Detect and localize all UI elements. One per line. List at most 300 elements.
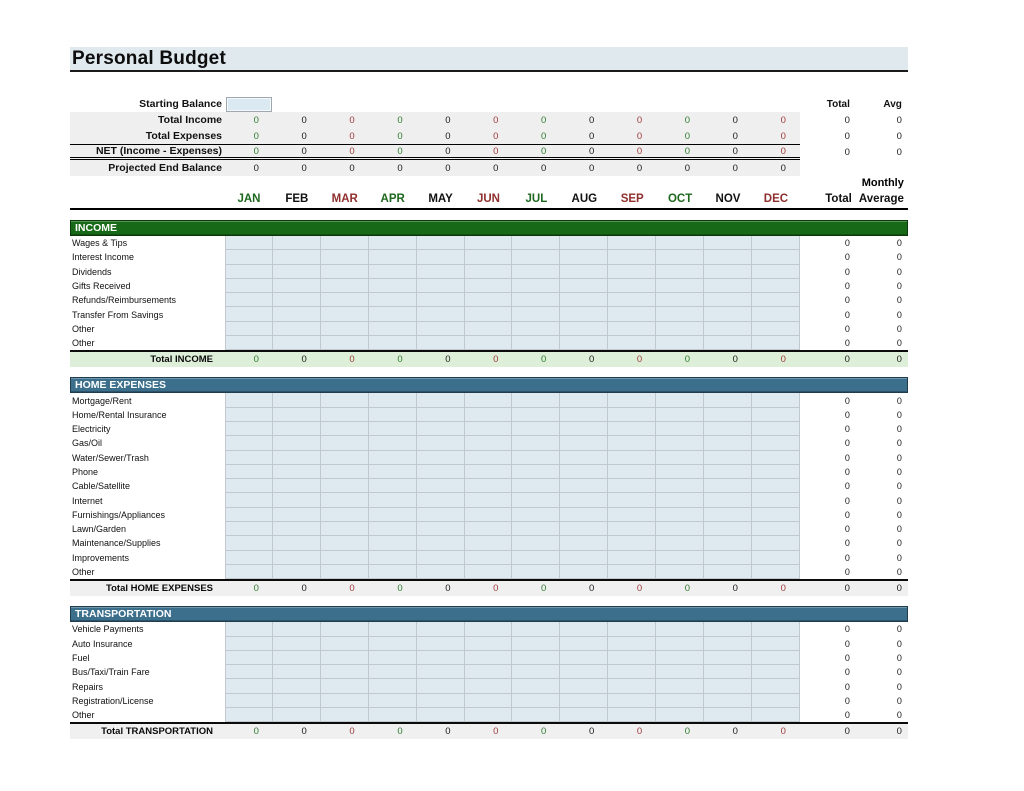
data-cell[interactable] bbox=[656, 307, 704, 321]
data-cell[interactable] bbox=[273, 665, 321, 679]
data-cell[interactable] bbox=[560, 708, 608, 722]
data-cell[interactable] bbox=[752, 265, 800, 279]
data-cell[interactable] bbox=[369, 436, 417, 450]
data-cell[interactable] bbox=[225, 465, 273, 479]
data-cell[interactable] bbox=[656, 393, 704, 407]
data-cell[interactable] bbox=[273, 307, 321, 321]
data-cell[interactable] bbox=[560, 622, 608, 636]
data-cell[interactable] bbox=[417, 250, 465, 264]
data-cell[interactable] bbox=[560, 679, 608, 693]
data-cell[interactable] bbox=[608, 293, 656, 307]
data-cell[interactable] bbox=[704, 536, 752, 550]
data-cell[interactable] bbox=[369, 679, 417, 693]
data-cell[interactable] bbox=[369, 508, 417, 522]
data-cell[interactable] bbox=[656, 336, 704, 350]
data-cell[interactable] bbox=[656, 293, 704, 307]
data-cell[interactable] bbox=[608, 508, 656, 522]
data-cell[interactable] bbox=[704, 408, 752, 422]
data-cell[interactable] bbox=[656, 665, 704, 679]
data-cell[interactable] bbox=[704, 265, 752, 279]
data-cell[interactable] bbox=[417, 708, 465, 722]
data-cell[interactable] bbox=[465, 479, 513, 493]
data-cell[interactable] bbox=[704, 250, 752, 264]
data-cell[interactable] bbox=[321, 422, 369, 436]
data-cell[interactable] bbox=[225, 536, 273, 550]
data-cell[interactable] bbox=[417, 493, 465, 507]
data-cell[interactable] bbox=[321, 479, 369, 493]
data-cell[interactable] bbox=[656, 451, 704, 465]
data-cell[interactable] bbox=[752, 637, 800, 651]
data-cell[interactable] bbox=[273, 250, 321, 264]
data-cell[interactable] bbox=[704, 422, 752, 436]
data-cell[interactable] bbox=[608, 250, 656, 264]
data-cell[interactable] bbox=[752, 479, 800, 493]
data-cell[interactable] bbox=[512, 250, 560, 264]
data-cell[interactable] bbox=[560, 393, 608, 407]
data-cell[interactable] bbox=[417, 436, 465, 450]
data-cell[interactable] bbox=[608, 536, 656, 550]
data-cell[interactable] bbox=[512, 307, 560, 321]
data-cell[interactable] bbox=[369, 522, 417, 536]
data-cell[interactable] bbox=[465, 536, 513, 550]
data-cell[interactable] bbox=[656, 694, 704, 708]
data-cell[interactable] bbox=[704, 307, 752, 321]
data-cell[interactable] bbox=[321, 665, 369, 679]
data-cell[interactable] bbox=[560, 408, 608, 422]
data-cell[interactable] bbox=[321, 679, 369, 693]
data-cell[interactable] bbox=[560, 522, 608, 536]
data-cell[interactable] bbox=[704, 508, 752, 522]
data-cell[interactable] bbox=[225, 679, 273, 693]
data-cell[interactable] bbox=[225, 336, 273, 350]
data-cell[interactable] bbox=[656, 565, 704, 579]
data-cell[interactable] bbox=[752, 493, 800, 507]
data-cell[interactable] bbox=[656, 479, 704, 493]
data-cell[interactable] bbox=[608, 408, 656, 422]
data-cell[interactable] bbox=[369, 451, 417, 465]
data-cell[interactable] bbox=[417, 637, 465, 651]
data-cell[interactable] bbox=[273, 694, 321, 708]
data-cell[interactable] bbox=[417, 265, 465, 279]
data-cell[interactable] bbox=[465, 265, 513, 279]
data-cell[interactable] bbox=[656, 279, 704, 293]
data-cell[interactable] bbox=[465, 293, 513, 307]
data-cell[interactable] bbox=[560, 493, 608, 507]
data-cell[interactable] bbox=[273, 465, 321, 479]
data-cell[interactable] bbox=[369, 307, 417, 321]
data-cell[interactable] bbox=[369, 536, 417, 550]
data-cell[interactable] bbox=[321, 508, 369, 522]
data-cell[interactable] bbox=[225, 651, 273, 665]
data-cell[interactable] bbox=[417, 408, 465, 422]
data-cell[interactable] bbox=[752, 250, 800, 264]
data-cell[interactable] bbox=[608, 265, 656, 279]
data-cell[interactable] bbox=[704, 236, 752, 250]
data-cell[interactable] bbox=[752, 322, 800, 336]
data-cell[interactable] bbox=[560, 236, 608, 250]
data-cell[interactable] bbox=[512, 465, 560, 479]
data-cell[interactable] bbox=[656, 508, 704, 522]
data-cell[interactable] bbox=[369, 422, 417, 436]
data-cell[interactable] bbox=[704, 651, 752, 665]
data-cell[interactable] bbox=[273, 408, 321, 422]
data-cell[interactable] bbox=[752, 536, 800, 550]
data-cell[interactable] bbox=[465, 279, 513, 293]
data-cell[interactable] bbox=[417, 307, 465, 321]
data-cell[interactable] bbox=[608, 422, 656, 436]
data-cell[interactable] bbox=[560, 279, 608, 293]
data-cell[interactable] bbox=[417, 551, 465, 565]
data-cell[interactable] bbox=[704, 293, 752, 307]
data-cell[interactable] bbox=[656, 522, 704, 536]
data-cell[interactable] bbox=[417, 522, 465, 536]
data-cell[interactable] bbox=[512, 422, 560, 436]
data-cell[interactable] bbox=[704, 465, 752, 479]
data-cell[interactable] bbox=[465, 436, 513, 450]
data-cell[interactable] bbox=[704, 665, 752, 679]
data-cell[interactable] bbox=[560, 479, 608, 493]
data-cell[interactable] bbox=[704, 322, 752, 336]
data-cell[interactable] bbox=[225, 250, 273, 264]
data-cell[interactable] bbox=[369, 322, 417, 336]
data-cell[interactable] bbox=[656, 236, 704, 250]
data-cell[interactable] bbox=[608, 465, 656, 479]
data-cell[interactable] bbox=[273, 322, 321, 336]
data-cell[interactable] bbox=[752, 665, 800, 679]
data-cell[interactable] bbox=[752, 651, 800, 665]
data-cell[interactable] bbox=[225, 479, 273, 493]
data-cell[interactable] bbox=[656, 422, 704, 436]
data-cell[interactable] bbox=[321, 236, 369, 250]
data-cell[interactable] bbox=[225, 307, 273, 321]
data-cell[interactable] bbox=[704, 336, 752, 350]
data-cell[interactable] bbox=[512, 508, 560, 522]
data-cell[interactable] bbox=[465, 694, 513, 708]
data-cell[interactable] bbox=[465, 393, 513, 407]
data-cell[interactable] bbox=[321, 336, 369, 350]
data-cell[interactable] bbox=[321, 651, 369, 665]
data-cell[interactable] bbox=[608, 651, 656, 665]
data-cell[interactable] bbox=[608, 522, 656, 536]
data-cell[interactable] bbox=[704, 522, 752, 536]
data-cell[interactable] bbox=[273, 479, 321, 493]
data-cell[interactable] bbox=[417, 479, 465, 493]
data-cell[interactable] bbox=[225, 665, 273, 679]
data-cell[interactable] bbox=[512, 651, 560, 665]
data-cell[interactable] bbox=[560, 694, 608, 708]
data-cell[interactable] bbox=[656, 708, 704, 722]
data-cell[interactable] bbox=[465, 679, 513, 693]
data-cell[interactable] bbox=[704, 694, 752, 708]
data-cell[interactable] bbox=[704, 479, 752, 493]
data-cell[interactable] bbox=[225, 279, 273, 293]
data-cell[interactable] bbox=[656, 536, 704, 550]
data-cell[interactable] bbox=[752, 293, 800, 307]
data-cell[interactable] bbox=[225, 393, 273, 407]
data-cell[interactable] bbox=[321, 465, 369, 479]
data-cell[interactable] bbox=[417, 236, 465, 250]
data-cell[interactable] bbox=[752, 708, 800, 722]
data-cell[interactable] bbox=[417, 293, 465, 307]
data-cell[interactable] bbox=[225, 565, 273, 579]
data-cell[interactable] bbox=[560, 422, 608, 436]
data-cell[interactable] bbox=[512, 665, 560, 679]
data-cell[interactable] bbox=[369, 622, 417, 636]
data-cell[interactable] bbox=[560, 651, 608, 665]
starting-balance-input[interactable] bbox=[226, 97, 272, 112]
data-cell[interactable] bbox=[417, 465, 465, 479]
data-cell[interactable] bbox=[321, 622, 369, 636]
data-cell[interactable] bbox=[608, 493, 656, 507]
data-cell[interactable] bbox=[560, 293, 608, 307]
data-cell[interactable] bbox=[417, 422, 465, 436]
data-cell[interactable] bbox=[369, 408, 417, 422]
data-cell[interactable] bbox=[656, 265, 704, 279]
data-cell[interactable] bbox=[321, 265, 369, 279]
data-cell[interactable] bbox=[417, 665, 465, 679]
data-cell[interactable] bbox=[560, 508, 608, 522]
data-cell[interactable] bbox=[369, 694, 417, 708]
data-cell[interactable] bbox=[369, 651, 417, 665]
data-cell[interactable] bbox=[465, 622, 513, 636]
data-cell[interactable] bbox=[752, 393, 800, 407]
data-cell[interactable] bbox=[273, 336, 321, 350]
data-cell[interactable] bbox=[465, 651, 513, 665]
data-cell[interactable] bbox=[752, 508, 800, 522]
data-cell[interactable] bbox=[512, 279, 560, 293]
data-cell[interactable] bbox=[704, 279, 752, 293]
data-cell[interactable] bbox=[321, 522, 369, 536]
data-cell[interactable] bbox=[656, 651, 704, 665]
data-cell[interactable] bbox=[273, 679, 321, 693]
data-cell[interactable] bbox=[369, 250, 417, 264]
data-cell[interactable] bbox=[465, 637, 513, 651]
data-cell[interactable] bbox=[752, 451, 800, 465]
data-cell[interactable] bbox=[369, 479, 417, 493]
data-cell[interactable] bbox=[512, 522, 560, 536]
data-cell[interactable] bbox=[273, 565, 321, 579]
data-cell[interactable] bbox=[273, 279, 321, 293]
data-cell[interactable] bbox=[225, 451, 273, 465]
data-cell[interactable] bbox=[560, 322, 608, 336]
data-cell[interactable] bbox=[608, 479, 656, 493]
data-cell[interactable] bbox=[321, 393, 369, 407]
data-cell[interactable] bbox=[321, 536, 369, 550]
data-cell[interactable] bbox=[465, 451, 513, 465]
data-cell[interactable] bbox=[417, 565, 465, 579]
data-cell[interactable] bbox=[465, 336, 513, 350]
data-cell[interactable] bbox=[512, 679, 560, 693]
data-cell[interactable] bbox=[608, 679, 656, 693]
data-cell[interactable] bbox=[512, 551, 560, 565]
data-cell[interactable] bbox=[369, 665, 417, 679]
data-cell[interactable] bbox=[465, 665, 513, 679]
data-cell[interactable] bbox=[608, 665, 656, 679]
data-cell[interactable] bbox=[512, 322, 560, 336]
data-cell[interactable] bbox=[417, 393, 465, 407]
data-cell[interactable] bbox=[465, 565, 513, 579]
data-cell[interactable] bbox=[369, 336, 417, 350]
data-cell[interactable] bbox=[560, 536, 608, 550]
data-cell[interactable] bbox=[321, 451, 369, 465]
data-cell[interactable] bbox=[273, 236, 321, 250]
data-cell[interactable] bbox=[752, 422, 800, 436]
data-cell[interactable] bbox=[752, 336, 800, 350]
data-cell[interactable] bbox=[560, 265, 608, 279]
data-cell[interactable] bbox=[608, 236, 656, 250]
data-cell[interactable] bbox=[608, 279, 656, 293]
data-cell[interactable] bbox=[417, 622, 465, 636]
data-cell[interactable] bbox=[273, 622, 321, 636]
data-cell[interactable] bbox=[608, 565, 656, 579]
data-cell[interactable] bbox=[752, 565, 800, 579]
data-cell[interactable] bbox=[273, 508, 321, 522]
data-cell[interactable] bbox=[608, 637, 656, 651]
data-cell[interactable] bbox=[704, 493, 752, 507]
data-cell[interactable] bbox=[321, 250, 369, 264]
data-cell[interactable] bbox=[321, 708, 369, 722]
data-cell[interactable] bbox=[465, 508, 513, 522]
data-cell[interactable] bbox=[465, 422, 513, 436]
data-cell[interactable] bbox=[752, 551, 800, 565]
data-cell[interactable] bbox=[512, 265, 560, 279]
data-cell[interactable] bbox=[465, 708, 513, 722]
data-cell[interactable] bbox=[417, 508, 465, 522]
data-cell[interactable] bbox=[465, 236, 513, 250]
data-cell[interactable] bbox=[321, 637, 369, 651]
data-cell[interactable] bbox=[608, 708, 656, 722]
data-cell[interactable] bbox=[608, 307, 656, 321]
data-cell[interactable] bbox=[560, 250, 608, 264]
data-cell[interactable] bbox=[560, 551, 608, 565]
data-cell[interactable] bbox=[656, 250, 704, 264]
data-cell[interactable] bbox=[512, 637, 560, 651]
data-cell[interactable] bbox=[752, 694, 800, 708]
data-cell[interactable] bbox=[225, 265, 273, 279]
data-cell[interactable] bbox=[656, 436, 704, 450]
data-cell[interactable] bbox=[273, 393, 321, 407]
data-cell[interactable] bbox=[417, 694, 465, 708]
data-cell[interactable] bbox=[321, 307, 369, 321]
data-cell[interactable] bbox=[704, 565, 752, 579]
data-cell[interactable] bbox=[369, 708, 417, 722]
data-cell[interactable] bbox=[369, 293, 417, 307]
data-cell[interactable] bbox=[560, 465, 608, 479]
data-cell[interactable] bbox=[273, 536, 321, 550]
data-cell[interactable] bbox=[417, 679, 465, 693]
data-cell[interactable] bbox=[273, 708, 321, 722]
data-cell[interactable] bbox=[752, 622, 800, 636]
data-cell[interactable] bbox=[512, 493, 560, 507]
data-cell[interactable] bbox=[225, 622, 273, 636]
data-cell[interactable] bbox=[512, 479, 560, 493]
data-cell[interactable] bbox=[465, 307, 513, 321]
data-cell[interactable] bbox=[225, 408, 273, 422]
data-cell[interactable] bbox=[369, 565, 417, 579]
data-cell[interactable] bbox=[273, 293, 321, 307]
data-cell[interactable] bbox=[752, 236, 800, 250]
data-cell[interactable] bbox=[656, 493, 704, 507]
data-cell[interactable] bbox=[512, 236, 560, 250]
data-cell[interactable] bbox=[560, 637, 608, 651]
data-cell[interactable] bbox=[417, 322, 465, 336]
data-cell[interactable] bbox=[225, 508, 273, 522]
data-cell[interactable] bbox=[608, 336, 656, 350]
data-cell[interactable] bbox=[656, 322, 704, 336]
data-cell[interactable] bbox=[225, 236, 273, 250]
data-cell[interactable] bbox=[465, 551, 513, 565]
data-cell[interactable] bbox=[656, 622, 704, 636]
data-cell[interactable] bbox=[752, 279, 800, 293]
data-cell[interactable] bbox=[273, 493, 321, 507]
data-cell[interactable] bbox=[417, 336, 465, 350]
data-cell[interactable] bbox=[704, 637, 752, 651]
data-cell[interactable] bbox=[417, 536, 465, 550]
data-cell[interactable] bbox=[656, 465, 704, 479]
data-cell[interactable] bbox=[321, 694, 369, 708]
data-cell[interactable] bbox=[369, 465, 417, 479]
data-cell[interactable] bbox=[369, 279, 417, 293]
data-cell[interactable] bbox=[225, 436, 273, 450]
data-cell[interactable] bbox=[560, 565, 608, 579]
data-cell[interactable] bbox=[369, 551, 417, 565]
data-cell[interactable] bbox=[752, 436, 800, 450]
data-cell[interactable] bbox=[560, 336, 608, 350]
data-cell[interactable] bbox=[512, 622, 560, 636]
data-cell[interactable] bbox=[369, 637, 417, 651]
data-cell[interactable] bbox=[369, 236, 417, 250]
data-cell[interactable] bbox=[512, 536, 560, 550]
data-cell[interactable] bbox=[704, 551, 752, 565]
data-cell[interactable] bbox=[656, 679, 704, 693]
data-cell[interactable] bbox=[417, 651, 465, 665]
data-cell[interactable] bbox=[512, 708, 560, 722]
data-cell[interactable] bbox=[465, 322, 513, 336]
data-cell[interactable] bbox=[704, 708, 752, 722]
data-cell[interactable] bbox=[656, 408, 704, 422]
data-cell[interactable] bbox=[465, 493, 513, 507]
data-cell[interactable] bbox=[417, 279, 465, 293]
data-cell[interactable] bbox=[608, 436, 656, 450]
data-cell[interactable] bbox=[225, 322, 273, 336]
data-cell[interactable] bbox=[704, 436, 752, 450]
data-cell[interactable] bbox=[321, 565, 369, 579]
data-cell[interactable] bbox=[608, 322, 656, 336]
data-cell[interactable] bbox=[704, 451, 752, 465]
data-cell[interactable] bbox=[560, 665, 608, 679]
data-cell[interactable] bbox=[752, 679, 800, 693]
data-cell[interactable] bbox=[512, 565, 560, 579]
data-cell[interactable] bbox=[225, 708, 273, 722]
data-cell[interactable] bbox=[512, 436, 560, 450]
data-cell[interactable] bbox=[752, 465, 800, 479]
data-cell[interactable] bbox=[512, 694, 560, 708]
data-cell[interactable] bbox=[752, 522, 800, 536]
data-cell[interactable] bbox=[704, 622, 752, 636]
data-cell[interactable] bbox=[225, 637, 273, 651]
data-cell[interactable] bbox=[512, 408, 560, 422]
data-cell[interactable] bbox=[512, 336, 560, 350]
data-cell[interactable] bbox=[608, 622, 656, 636]
data-cell[interactable] bbox=[273, 422, 321, 436]
data-cell[interactable] bbox=[273, 551, 321, 565]
data-cell[interactable] bbox=[321, 551, 369, 565]
data-cell[interactable] bbox=[369, 493, 417, 507]
data-cell[interactable] bbox=[704, 679, 752, 693]
data-cell[interactable] bbox=[273, 436, 321, 450]
data-cell[interactable] bbox=[465, 465, 513, 479]
data-cell[interactable] bbox=[704, 393, 752, 407]
